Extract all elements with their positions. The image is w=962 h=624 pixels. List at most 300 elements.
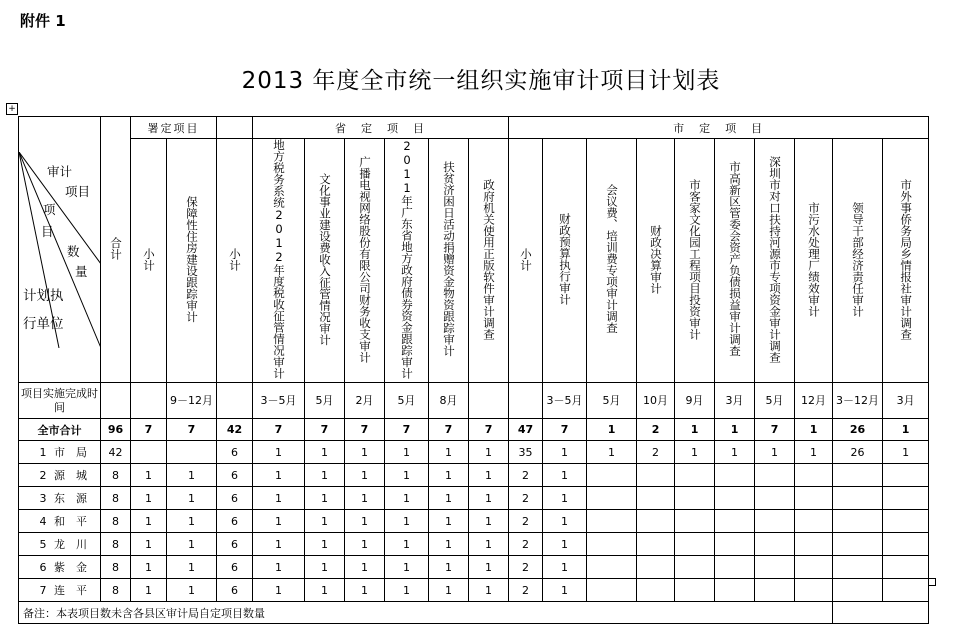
value-cell [755, 556, 795, 579]
cell-value: 1 [902, 445, 910, 459]
cell-value: 1 [691, 445, 699, 459]
header-item [883, 139, 929, 383]
cell-value: 8 [112, 537, 119, 551]
total-cell [833, 419, 883, 441]
total-value: 42 [226, 423, 243, 436]
cell-value: 1 [771, 445, 779, 459]
header-total-label: 合计 [109, 236, 123, 260]
value-cell [675, 533, 715, 556]
total-value: 1 [901, 423, 910, 436]
cell-value: 1 [188, 491, 195, 505]
total-cell [509, 419, 543, 441]
value-cell [131, 464, 167, 487]
time-value: 3月 [896, 393, 915, 407]
value-cell [715, 510, 755, 533]
item-label: 广播电视网络股份有限公司财务收支审计 [358, 155, 372, 363]
value-cell [833, 533, 883, 556]
total-cell [131, 419, 167, 441]
value-cell [715, 487, 755, 510]
table-row [19, 464, 929, 487]
group-shi [509, 117, 929, 139]
cell-value: 1 [321, 560, 328, 574]
corner-unit-label: 行单位 [23, 315, 64, 332]
value-cell [637, 556, 675, 579]
value-cell [715, 556, 755, 579]
value-cell [167, 579, 217, 602]
total-cell [637, 419, 675, 441]
table-row [19, 510, 929, 533]
total-value: 7 [320, 423, 329, 436]
cell-value: 1 [485, 583, 493, 597]
time-cell [509, 383, 543, 419]
value-cell [675, 579, 715, 602]
value-cell [217, 510, 253, 533]
cell-value: 6 [231, 537, 238, 551]
cell-value: 1 [403, 491, 410, 505]
value-cell [833, 579, 883, 602]
cell-value: 1 [561, 583, 569, 597]
value-cell [469, 510, 509, 533]
value-cell [587, 441, 637, 464]
value-cell [305, 556, 345, 579]
group-shu-label: 署定项目 [147, 121, 200, 135]
cell-value: 2 [522, 468, 530, 482]
total-value: 26 [849, 423, 866, 436]
cell-value: 1 [403, 583, 410, 597]
value-cell [509, 579, 543, 602]
time-cell [167, 383, 217, 419]
cell-value: 2 [522, 514, 530, 528]
time-cell [833, 383, 883, 419]
cell-value: 2 [522, 560, 530, 574]
item-label: 地方税务系统2012年度税收征管情况审计 [272, 139, 286, 379]
value-cell [429, 556, 469, 579]
cell-value: 1 [321, 537, 328, 551]
cell-value: 1 [275, 468, 282, 482]
header-subtotal [217, 139, 253, 383]
value-cell [509, 464, 543, 487]
corner-item-label: 审计 [47, 163, 73, 179]
value-cell [385, 533, 429, 556]
unit-index: 7 [39, 584, 47, 597]
value-cell [167, 510, 217, 533]
unit-name: 和 平 [54, 515, 87, 528]
cell-value: 1 [445, 445, 452, 459]
time-value: 3－5月 [260, 393, 297, 407]
value-cell [637, 510, 675, 533]
value-cell [587, 464, 637, 487]
value-cell [883, 487, 929, 510]
value-cell [883, 533, 929, 556]
corner-diagonal-header [19, 117, 101, 383]
value-cell [101, 441, 131, 464]
value-cell [637, 533, 675, 556]
unit-index: 1 [39, 446, 47, 459]
time-value: 10月 [643, 393, 669, 407]
value-cell [385, 510, 429, 533]
value-cell [675, 487, 715, 510]
value-cell [587, 533, 637, 556]
unit-index: 2 [39, 469, 47, 482]
empty-header-cell [217, 117, 253, 139]
value-cell [675, 556, 715, 579]
table-row [19, 579, 929, 602]
cell-value: 8 [112, 560, 119, 574]
value-cell [833, 510, 883, 533]
time-value: 9月 [685, 393, 704, 407]
cell-value: 1 [608, 445, 616, 459]
value-cell [543, 441, 587, 464]
item-label: 深圳市对口扶持河源市专项资金审计调查 [768, 155, 783, 363]
value-cell [509, 533, 543, 556]
value-cell [543, 556, 587, 579]
value-cell [131, 487, 167, 510]
total-value: 7 [560, 423, 569, 436]
time-value: 5月 [315, 393, 334, 407]
value-cell [217, 556, 253, 579]
corner-item-label: 量 [75, 263, 88, 279]
unit-name: 东 源 [54, 492, 87, 505]
value-cell [345, 441, 385, 464]
cell-value: 1 [145, 583, 152, 597]
value-cell [795, 510, 833, 533]
value-cell [167, 441, 217, 464]
value-cell [385, 441, 429, 464]
corner-item-label: 目 [41, 223, 54, 239]
header-total [101, 117, 131, 383]
cell-value: 6 [231, 514, 238, 528]
value-cell [429, 510, 469, 533]
cell-value: 1 [361, 583, 368, 597]
header-item [715, 139, 755, 383]
cell-value: 1 [275, 537, 282, 551]
time-cell [715, 383, 755, 419]
header-item [587, 139, 637, 383]
total-value: 7 [444, 423, 453, 436]
value-cell [675, 510, 715, 533]
total-value: 7 [484, 423, 493, 436]
header-item [543, 139, 587, 383]
cell-value: 1 [485, 560, 493, 574]
value-cell [469, 556, 509, 579]
corner-item-label: 数 [67, 243, 80, 259]
time-cell [131, 383, 167, 419]
value-cell [833, 487, 883, 510]
value-cell [587, 556, 637, 579]
time-cell [755, 383, 795, 419]
cell-value: 1 [361, 560, 368, 574]
value-cell [385, 464, 429, 487]
time-cell [543, 383, 587, 419]
total-value: 7 [402, 423, 411, 436]
cell-value: 1 [321, 514, 328, 528]
value-cell [217, 533, 253, 556]
value-cell [883, 441, 929, 464]
value-cell [131, 533, 167, 556]
time-value: 2月 [355, 393, 374, 407]
value-cell [509, 510, 543, 533]
cell-value: 1 [445, 468, 452, 482]
cell-value: 1 [145, 468, 152, 482]
value-cell [833, 441, 883, 464]
cell-value: 1 [361, 491, 368, 505]
total-cell [429, 419, 469, 441]
cell-value: 1 [485, 514, 493, 528]
value-cell [131, 441, 167, 464]
note-text: 备注：本表项目数未含各县区审计局自定项目数量 [23, 606, 265, 620]
table-move-handle-icon[interactable]: + [6, 103, 18, 115]
time-cell [429, 383, 469, 419]
value-cell [131, 510, 167, 533]
table-row [19, 487, 929, 510]
value-cell [755, 510, 795, 533]
header-item [675, 139, 715, 383]
time-value: 12月 [801, 393, 827, 407]
cell-value: 2 [522, 583, 530, 597]
value-cell [217, 464, 253, 487]
cell-value: 1 [445, 537, 452, 551]
value-cell [543, 464, 587, 487]
cell-value: 1 [145, 560, 152, 574]
value-cell [253, 464, 305, 487]
time-value: 3月 [725, 393, 744, 407]
cell-value: 6 [231, 468, 238, 482]
value-cell [755, 441, 795, 464]
subtotal-label: 小计 [142, 247, 156, 271]
cell-value: 1 [445, 491, 452, 505]
header-subtotal [509, 139, 543, 383]
value-cell [755, 487, 795, 510]
item-label: 财政预算执行审计 [558, 213, 573, 305]
value-cell [305, 579, 345, 602]
value-cell [101, 464, 131, 487]
cell-value: 8 [112, 491, 119, 505]
cell-value: 1 [275, 583, 282, 597]
value-cell [543, 533, 587, 556]
value-cell [101, 556, 131, 579]
unit-label-cell [19, 441, 101, 464]
total-value: 1 [730, 423, 739, 436]
cell-value: 1 [485, 445, 493, 459]
time-label: 项目实施完成时间 [21, 386, 98, 414]
cell-value: 2 [522, 537, 530, 551]
cell-value: 1 [188, 514, 195, 528]
empty-note-cell [833, 602, 929, 624]
value-cell [429, 487, 469, 510]
value-cell [675, 441, 715, 464]
value-cell [795, 464, 833, 487]
group-sheng [253, 117, 509, 139]
cell-value: 1 [361, 445, 368, 459]
value-cell [101, 533, 131, 556]
value-cell [755, 579, 795, 602]
item-label: 2011年广东省地方政府债券资金跟踪审计 [400, 139, 414, 379]
unit-name: 紫 金 [54, 561, 87, 574]
group-sheng-label: 省 定 项 目 [335, 121, 427, 135]
unit-index: 5 [39, 538, 47, 551]
value-cell [253, 533, 305, 556]
value-cell [883, 579, 929, 602]
value-cell [637, 579, 675, 602]
value-cell [543, 579, 587, 602]
cell-value: 8 [112, 583, 119, 597]
time-value: 8月 [439, 393, 458, 407]
cell-value: 1 [145, 537, 152, 551]
value-cell [167, 533, 217, 556]
total-cell [587, 419, 637, 441]
cell-value: 1 [321, 468, 328, 482]
value-cell [429, 441, 469, 464]
time-cell [469, 383, 509, 419]
total-cell [795, 419, 833, 441]
value-cell [101, 510, 131, 533]
total-value: 7 [144, 423, 153, 436]
item-label: 会议费、培训费专项审计调查 [605, 184, 620, 334]
value-cell [253, 556, 305, 579]
cell-value: 1 [445, 583, 452, 597]
cell-value: 1 [361, 468, 368, 482]
time-value: 5月 [765, 393, 784, 407]
cell-value: 6 [231, 560, 238, 574]
value-cell [637, 487, 675, 510]
corner-item-label: 项目 [65, 183, 91, 199]
value-cell [217, 487, 253, 510]
item-label: 市客家文化园工程项目投资审计 [688, 178, 703, 340]
value-cell [167, 556, 217, 579]
total-value: 2 [651, 423, 660, 436]
header-item [167, 139, 217, 383]
subtotal-label: 小计 [228, 247, 242, 271]
time-cell [637, 383, 675, 419]
total-value: 1 [690, 423, 699, 436]
value-cell [715, 464, 755, 487]
value-cell [101, 487, 131, 510]
time-cell [305, 383, 345, 419]
cell-value: 1 [561, 560, 569, 574]
table-row [19, 556, 929, 579]
cell-value: 1 [810, 445, 818, 459]
unit-label-cell [19, 556, 101, 579]
unit-name: 龙 川 [54, 538, 87, 551]
total-row-label [19, 419, 101, 441]
value-cell [795, 487, 833, 510]
cell-value: 1 [485, 537, 493, 551]
value-cell [637, 464, 675, 487]
cell-value: 1 [561, 537, 569, 551]
value-cell [587, 579, 637, 602]
cell-value: 1 [275, 560, 282, 574]
value-cell [543, 510, 587, 533]
value-cell [833, 464, 883, 487]
unit-name: 市 局 [54, 446, 87, 459]
cell-value: 1 [445, 514, 452, 528]
cell-value: 1 [561, 514, 569, 528]
cell-value: 1 [188, 560, 195, 574]
value-cell [217, 441, 253, 464]
cell-value: 1 [275, 445, 282, 459]
value-cell [469, 533, 509, 556]
cell-value: 1 [403, 468, 410, 482]
total-value: 7 [770, 423, 779, 436]
item-label: 领导干部经济责任审计 [851, 201, 866, 317]
value-cell [305, 464, 345, 487]
total-cell [883, 419, 929, 441]
time-cell [883, 383, 929, 419]
cell-value: 1 [188, 468, 195, 482]
value-cell [509, 556, 543, 579]
item-label: 财政决算审计 [649, 224, 664, 294]
item-label: 政府机关使用正版软件审计调查 [482, 178, 497, 340]
total-cell [305, 419, 345, 441]
value-cell [795, 579, 833, 602]
subtotal-label: 小计 [519, 247, 534, 271]
header-item [755, 139, 795, 383]
cell-value: 1 [321, 583, 328, 597]
value-cell [305, 533, 345, 556]
value-cell [253, 579, 305, 602]
value-cell [543, 487, 587, 510]
time-cell [385, 383, 429, 419]
unit-index: 6 [39, 561, 47, 574]
item-label: 市高新区管委会资产负债损益审计调查 [728, 161, 743, 357]
header-subtotal [131, 139, 167, 383]
unit-index: 4 [39, 515, 47, 528]
time-cell [345, 383, 385, 419]
header-item [253, 139, 305, 383]
value-cell [715, 533, 755, 556]
value-cell [509, 441, 543, 464]
note-cell [19, 602, 833, 624]
total-cell [253, 419, 305, 441]
time-cell [253, 383, 305, 419]
cell-value: 1 [485, 468, 493, 482]
value-cell [167, 487, 217, 510]
item-label: 文化事业建设费收入征管情况审计 [318, 172, 332, 346]
value-cell [429, 579, 469, 602]
cell-value: 42 [108, 445, 123, 459]
cell-value: 1 [361, 514, 368, 528]
total-value: 7 [274, 423, 283, 436]
cell-value: 1 [485, 491, 493, 505]
header-item [305, 139, 345, 383]
cell-value: 1 [361, 537, 368, 551]
item-label: 市外事侨务局乡情报社审计调查 [899, 178, 914, 340]
cell-value: 26 [850, 445, 865, 459]
attachment-label: 附件 1 [20, 12, 66, 30]
total-cell [755, 419, 795, 441]
header-item [637, 139, 675, 383]
value-cell [795, 556, 833, 579]
audit-plan-table [18, 116, 929, 624]
unit-label-cell [19, 579, 101, 602]
value-cell [305, 441, 345, 464]
group-shu [131, 117, 217, 139]
cell-value: 8 [112, 468, 119, 482]
total-cell [217, 419, 253, 441]
header-item [429, 139, 469, 383]
total-value: 7 [360, 423, 369, 436]
unit-label-cell [19, 487, 101, 510]
time-value: 5月 [602, 393, 621, 407]
cell-value: 1 [188, 583, 195, 597]
total-value: 1 [809, 423, 818, 436]
cell-value: 1 [145, 514, 152, 528]
value-cell [637, 441, 675, 464]
value-cell [101, 579, 131, 602]
total-cell [675, 419, 715, 441]
time-cell [101, 383, 131, 419]
value-cell [253, 510, 305, 533]
